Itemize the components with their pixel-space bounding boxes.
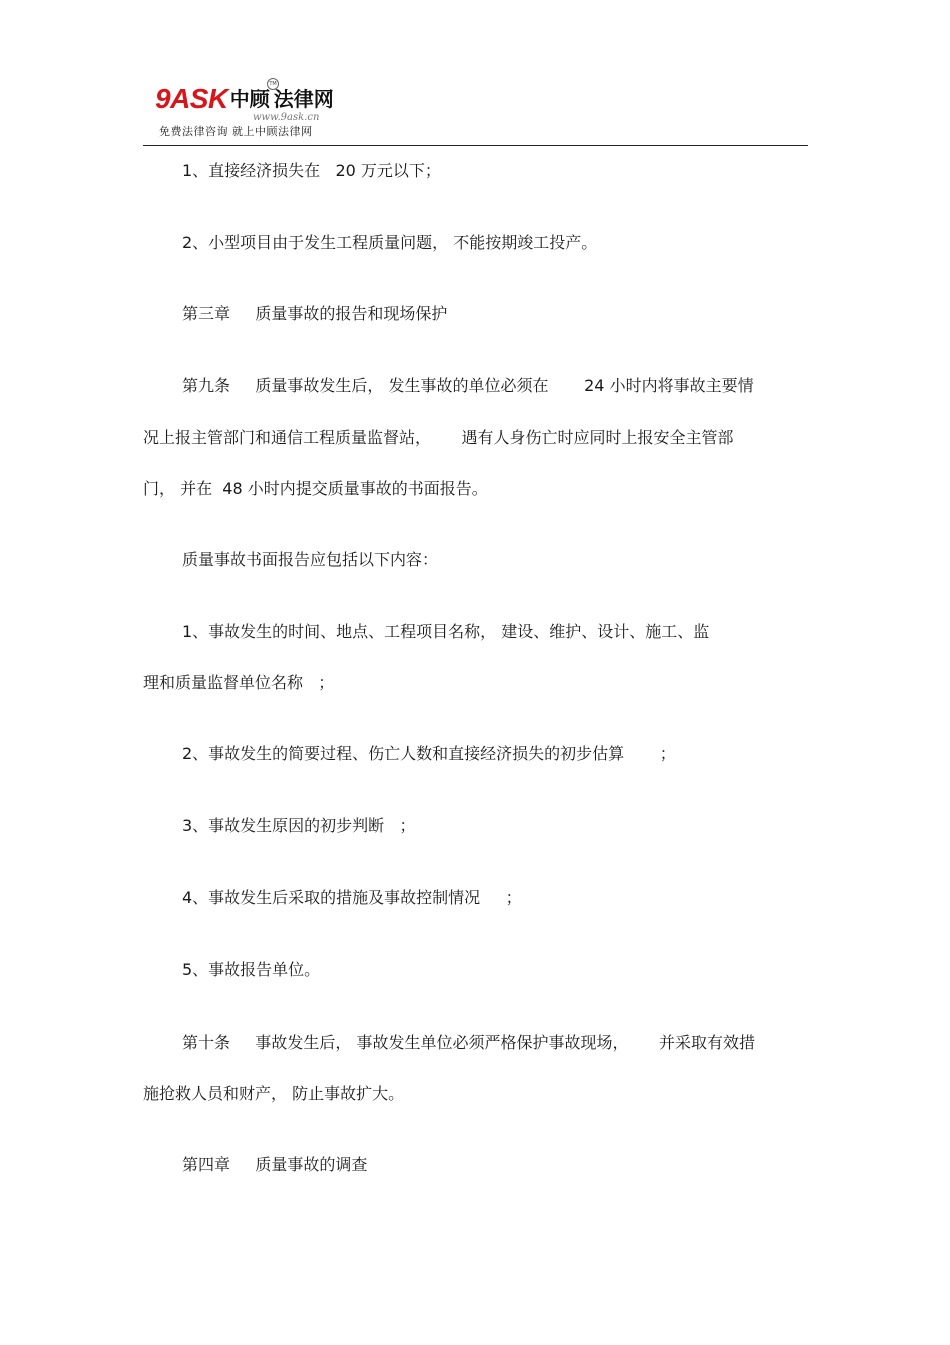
paragraph-line: 况上报主管部门和通信工程质量监督站， 遇有人身伤亡时应同时上报安全主管部: [143, 428, 734, 447]
list-item: 1、事故发生的时间、地点、工程项目名称， 建设、维护、设计、施工、监: [182, 622, 710, 641]
paragraph-line: 1、直接经济损失在 20 万元以下；: [182, 161, 441, 180]
site-url: www.9ask.cn: [253, 112, 320, 123]
header-divider: [143, 145, 808, 146]
logo: [155, 82, 334, 114]
paragraph-line: 质量事故书面报告应包括以下内容：: [182, 550, 439, 569]
chapter-heading: 第三章 质量事故的报告和现场保护: [182, 304, 448, 323]
paragraph-line: 第十条 事故发生后， 事故发生单位必须严格保护事故现场， 并采取有效措: [182, 1033, 756, 1052]
logo-text: 中顾: [229, 87, 270, 111]
paragraph-line: 施抢救人员和财产， 防止事故扩大。: [143, 1084, 405, 1103]
chapter-heading: 第四章 质量事故的调查: [182, 1155, 368, 1174]
list-item: 5、事故报告单位。: [182, 960, 321, 979]
paragraph-line: 门， 并在 48 小时内提交质量事故的书面报告。: [143, 479, 488, 498]
site-header: [155, 78, 455, 140]
trademark-icon: TM: [267, 78, 279, 90]
list-item: 3、事故发生原因的初步判断 ；: [182, 816, 416, 835]
list-item-continued: 理和质量监督单位名称 ；: [143, 673, 335, 692]
logo-mark: 9ASK: [155, 83, 228, 114]
paragraph-line: 2、小型项目由于发生工程质量问题， 不能按期竣工投产。: [182, 233, 598, 252]
list-item: 4、事故发生后采取的措施及事故控制情况 ；: [182, 888, 522, 907]
logo-text-law: 法律网: [273, 87, 334, 111]
slogan: 免费法律咨询 就上中顾法律网: [159, 125, 313, 138]
list-item: 2、事故发生的简要过程、伤亡人数和直接经济损失的初步估算 ；: [182, 744, 676, 763]
paragraph-line: 第九条 质量事故发生后， 发生事故的单位必须在 24 小时内将事故主要情: [182, 376, 754, 395]
